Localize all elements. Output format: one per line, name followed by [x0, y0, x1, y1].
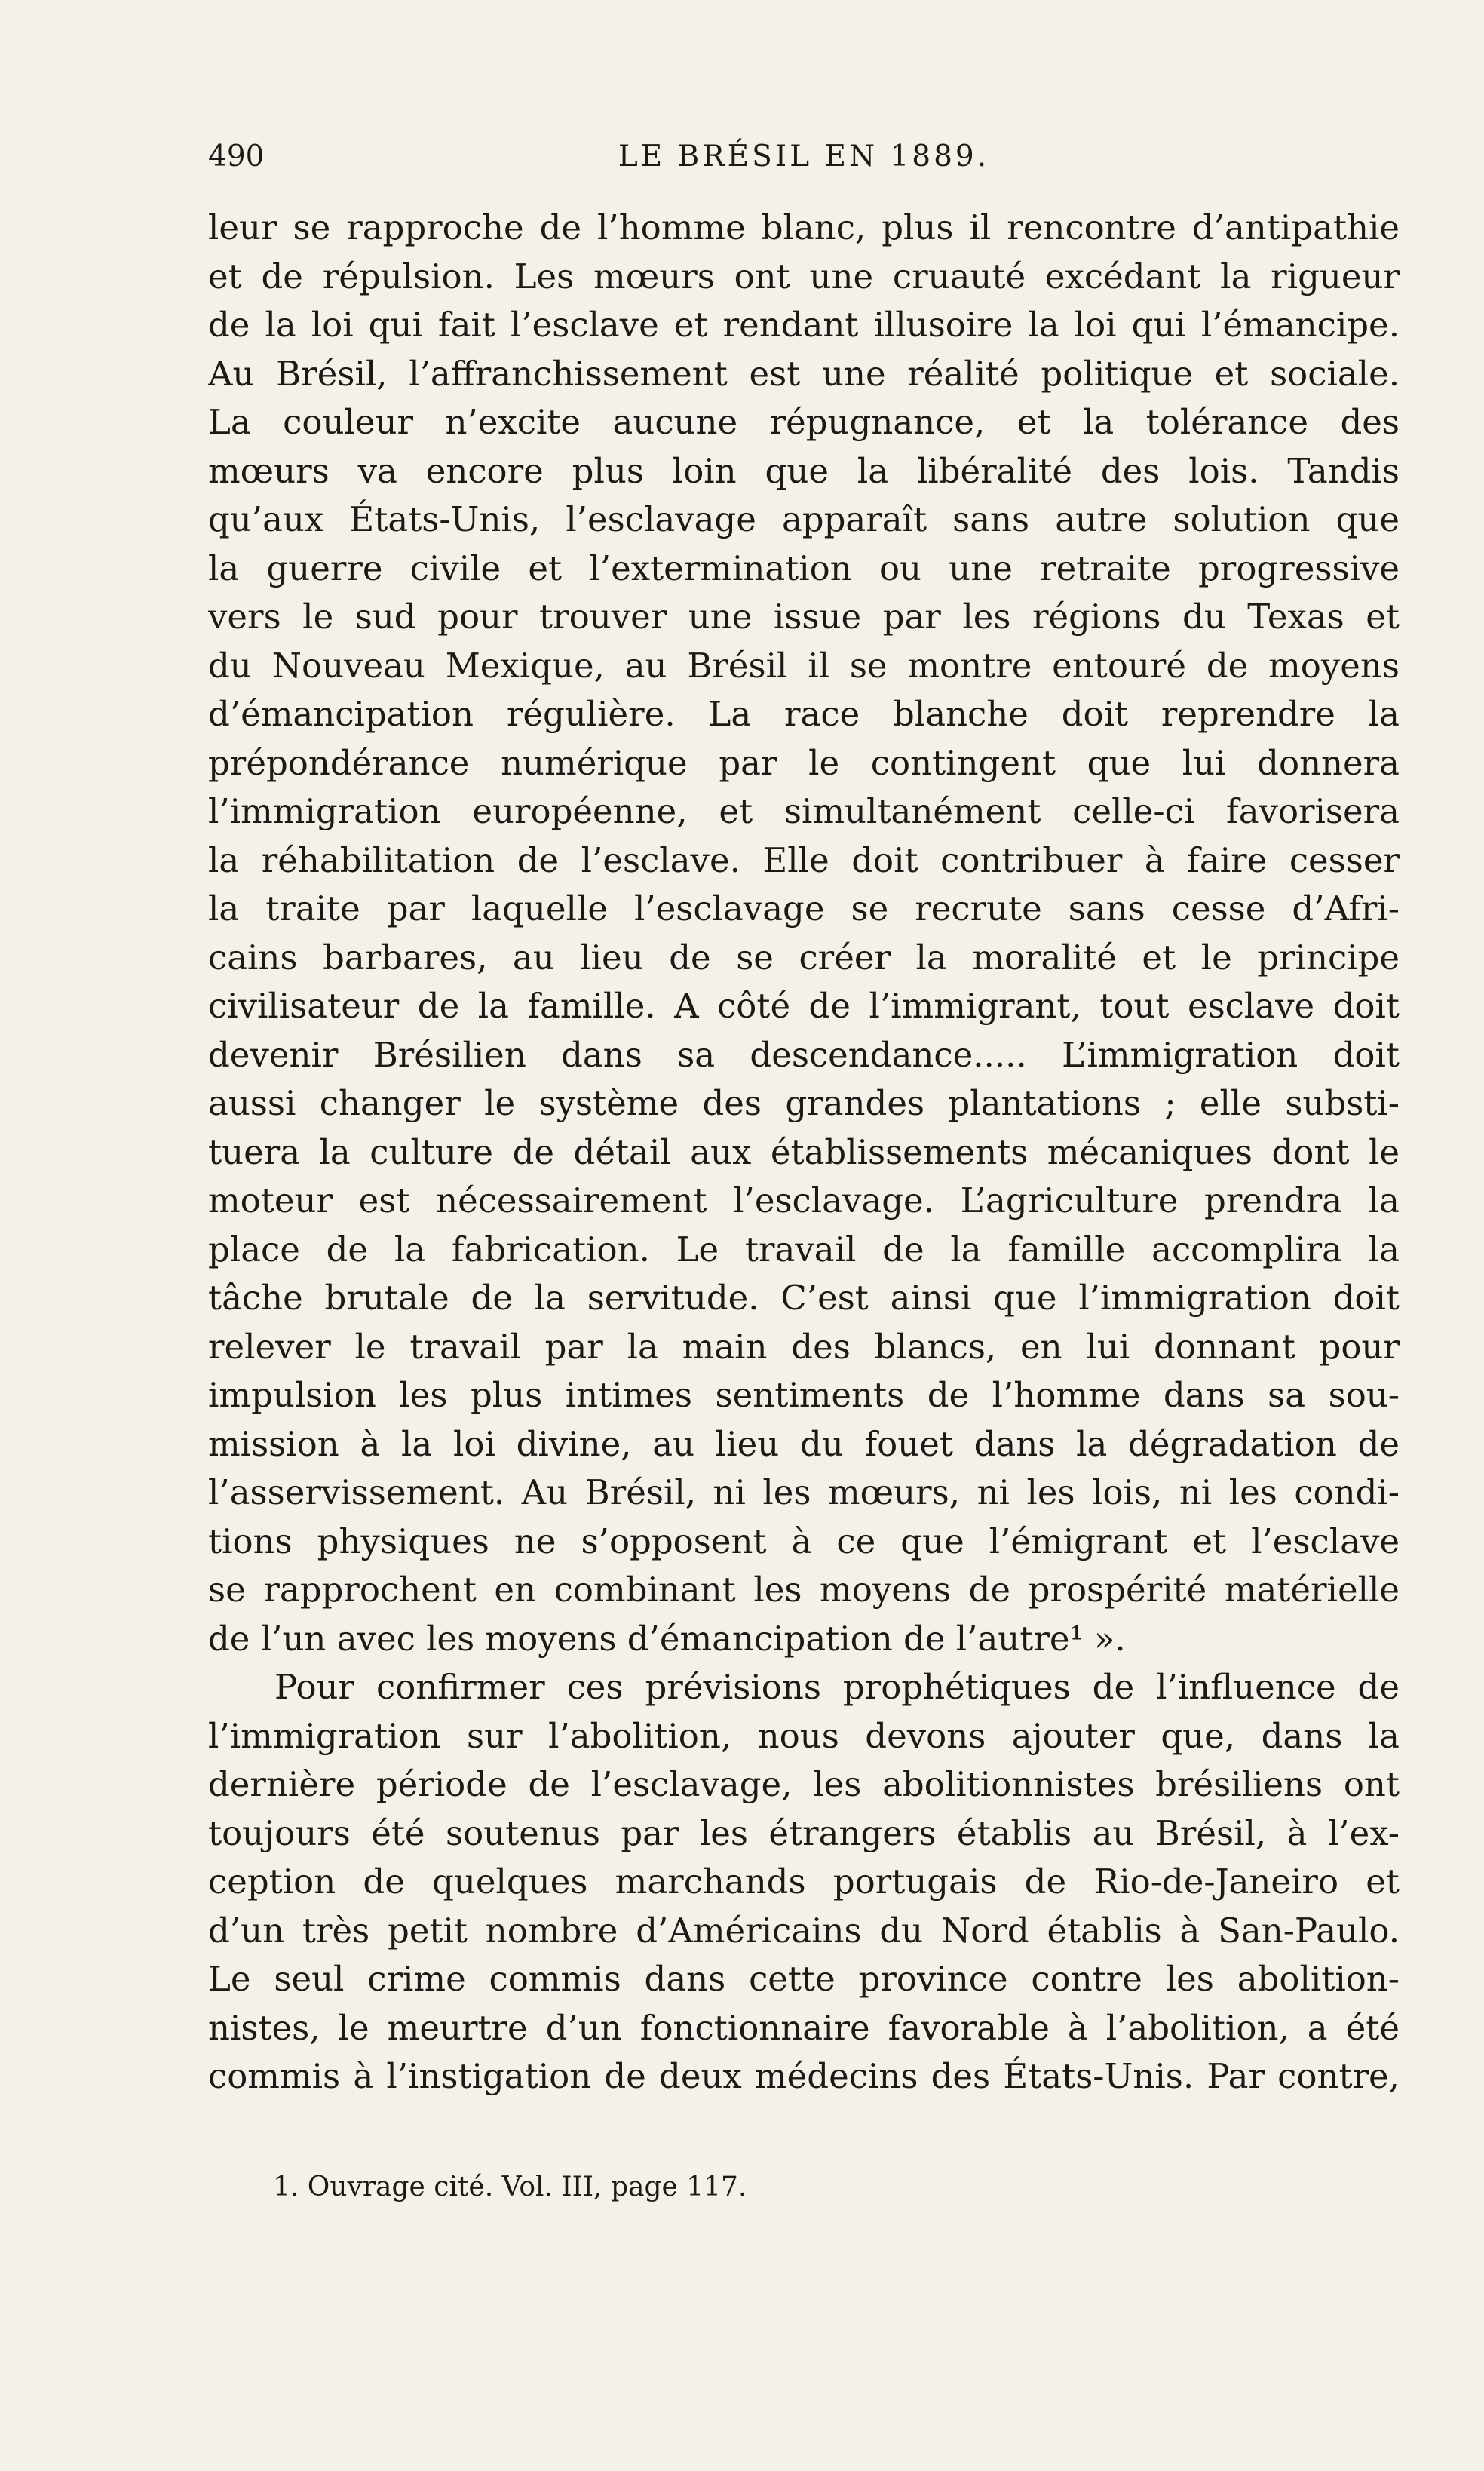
text-line: moteur est nécessairement l’esclavage. L’agriculture prendra la	[208, 1180, 1400, 1220]
text-line: mission à la loi divine, au lieu du fouet dans la dégradation de	[208, 1423, 1400, 1464]
text-line: de la loi qui fait l’esclave et rendant illusoire la loi qui l’émancipe.	[208, 305, 1400, 345]
text-line: la traite par laquelle l’esclavage se recrute sans cesse d’Afri-	[208, 889, 1400, 929]
text-line: commis à l’instigation de deux médecins des États-Unis. Par contre,	[208, 2056, 1400, 2096]
text-line: impulsion les plus intimes sentiments de l’homme dans sa sou-	[208, 1375, 1400, 1415]
text-line: dernière période de l’esclavage, les abolitionnistes brésiliens ont	[208, 1764, 1400, 1804]
footnote: 1. Ouvrage cité. Vol. III, page 117.	[273, 2172, 747, 2202]
text-line: qu’aux États-Unis, l’esclavage apparaît sans autre solution que	[208, 499, 1400, 539]
text-line: et de répulsion. Les mœurs ont une cruauté excédant la rigueur	[208, 256, 1400, 296]
text-line: nistes, le meurtre d’un fonctionnaire favorable à l’abolition, a été	[208, 2007, 1400, 2048]
text-line: l’immigration européenne, et simultanément celle-ci favorisera	[208, 791, 1400, 831]
running-head	[208, 134, 1400, 180]
text-line: d’un très petit nombre d’Américains du Nord établis à San-Paulo.	[208, 1910, 1400, 1951]
text-line: tions physiques ne s’opposent à ce que l’émigrant et l’esclave	[208, 1521, 1400, 1561]
text-line: cains barbares, au lieu de se créer la moralité et le principe	[208, 937, 1400, 978]
text-line: Au Brésil, l’affranchissement est une réalité politique et sociale.	[208, 353, 1400, 394]
text-line: civilisateur de la famille. A côté de l’immigrant, tout esclave doit	[208, 986, 1400, 1026]
text-line: relever le travail par la main des blancs, en lui donnant pour	[208, 1326, 1400, 1367]
text-line: l’immigration sur l’abolition, nous devons ajouter que, dans la	[208, 1715, 1400, 1756]
text-line: place de la fabrication. Le travail de la famille accomplira la	[208, 1229, 1400, 1269]
text-line: prépondérance numérique par le contingent que lui donnera	[208, 742, 1400, 783]
text-line: Le seul crime commis dans cette province contre les abolition-	[208, 1959, 1400, 1999]
text-line: la réhabilitation de l’esclave. Elle doit contribuer à faire cesser	[208, 840, 1400, 880]
text-line: se rapprochent en combinant les moyens de prospérité matérielle	[208, 1570, 1400, 1610]
page-number: 490	[208, 140, 265, 173]
text-line: mœurs va encore plus loin que la libéralité des lois. Tandis	[208, 450, 1400, 491]
paragraph-end-line: de l’un avec les moyens d’émancipation de l’autre¹ ».	[208, 1618, 1126, 1659]
running-title: LE BRÉSIL EN 1889.	[618, 140, 990, 173]
text-line: leur se rapproche de l’homme blanc, plus il rencontre d’antipathie	[208, 207, 1400, 247]
text-line: d’émancipation régulière. La race blanche doit reprendre la	[208, 694, 1400, 734]
text-line: l’asservissement. Au Brésil, ni les mœurs, ni les lois, ni les condi-	[208, 1472, 1400, 1512]
text-line: du Nouveau Mexique, au Brésil il se montre entouré de moyens	[208, 645, 1400, 686]
text-line: devenir Brésilien dans sa descendance..... L’immigration doit	[208, 1034, 1400, 1075]
text-line: tâche brutale de la servitude. C’est ainsi que l’immigration doit	[208, 1278, 1400, 1318]
text-line: toujours été soutenus par les étrangers établis au Brésil, à l’ex-	[208, 1813, 1400, 1853]
text-line: la guerre civile et l’extermination ou une retraite progressive	[208, 548, 1400, 588]
text-line: La couleur n’excite aucune répugnance, et la tolérance des	[208, 402, 1400, 442]
text-line: aussi changer le système des grandes plantations ; elle substi-	[208, 1083, 1400, 1123]
text-line: tuera la culture de détail aux établissements mécaniques dont le	[208, 1131, 1400, 1172]
text-line: vers le sud pour trouver une issue par les régions du Texas et	[208, 597, 1400, 637]
text-line: ception de quelques marchands portugais de Rio-de-Janeiro et	[208, 1862, 1400, 1902]
body-text	[208, 204, 1400, 2101]
paragraph-start-line: Pour confirmer ces prévisions prophétiques de l’influence de	[274, 1667, 1400, 1707]
